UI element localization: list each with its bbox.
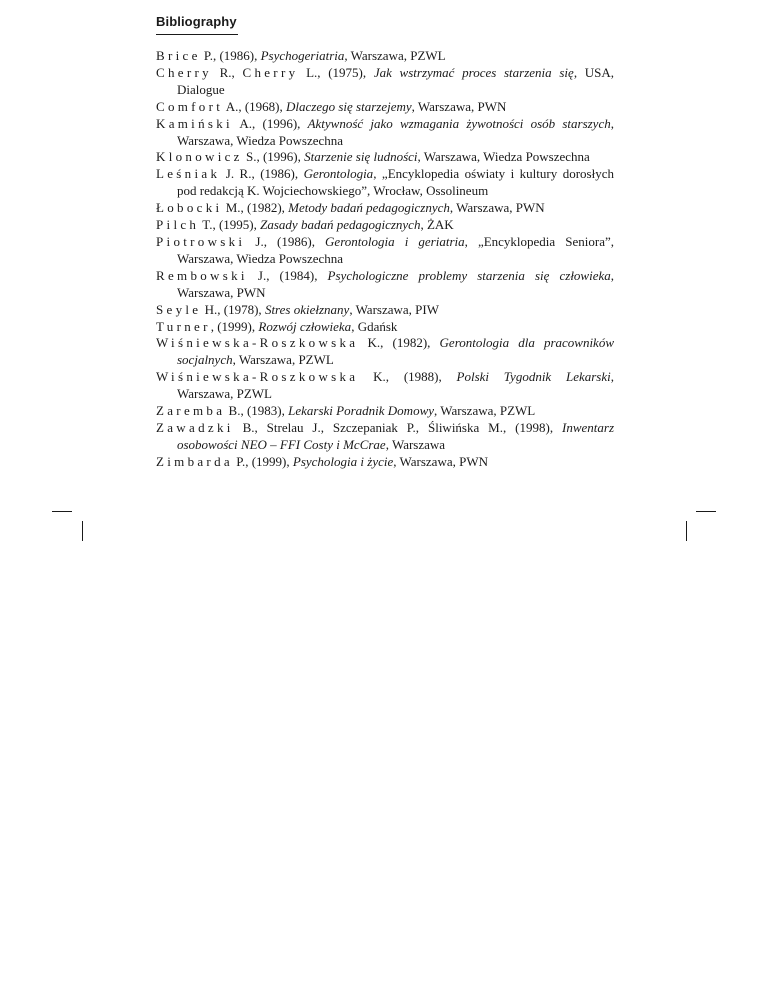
entry-title: Gerontologia i geriatria [325,233,465,249]
entry-details-2: L., (1975), [298,64,374,80]
entry-title: Metody badań pedagogicznych [288,200,450,216]
entry-details: R., [211,64,243,80]
entry-publisher: , Warszawa, PZWL [232,352,334,368]
entry-author: Zawadzki [156,419,234,435]
entry-details: B., Strelau J., Szczepaniak P., Śliwińska M., (1998), [233,419,562,435]
entry-publisher: , Warszawa, PZWL [344,48,446,63]
entry-details: J., (1984), [247,267,328,283]
entry-details: P., (1999), [232,453,293,469]
entry-title: Psychologia i życie [292,453,394,469]
entry-details: , (1999), [210,318,259,334]
entry-title: Polski Tygodnik Lekarski [456,369,611,385]
bibliography-entry [156,116,614,150]
entry-author: Piotrowski [156,233,246,249]
entry-title: Aktywność jako wzmagania żywotności osób starszych [307,115,611,131]
entry-author-2: Cherry [242,64,299,80]
entry-author: Zimbarda [156,453,233,469]
entry-title: Psychologiczne problemy starzenia się człowieka [327,267,611,283]
entry-publisher: , Gdańsk [351,318,398,334]
entry-author: Comfort [156,98,224,114]
entry-title: Stres okiełznany [264,301,350,317]
entry-author: Wiśniewska-Roszkowska [156,335,359,351]
crop-mark-right-vertical [686,521,687,541]
entry-details: B., (1983), [225,403,289,419]
entry-details: M., (1982), [222,200,289,216]
bibliography-entry [156,65,614,99]
entry-author: Klonowicz [156,149,243,165]
bibliography-entry [156,302,614,319]
bibliography-list [156,48,614,471]
entry-publisher: , Warszawa, PWN [449,200,545,216]
bibliography-entry [156,149,614,166]
entry-details: S., (1996), [242,149,305,165]
entry-publisher: , Warszawa, PWN [393,453,488,469]
bibliography-entry [156,454,614,471]
entry-publisher: , Warszawa, PZWL [434,403,536,419]
entry-publisher: , USA, Dialogue [177,64,615,97]
bibliography-entry [156,420,614,454]
entry-details: K., (1988), [358,369,457,385]
entry-publisher: , Warszawa, PIW [349,301,439,317]
entry-title: Jak wstrzymać proces starzenia się [373,64,574,80]
entry-author: Turner [156,318,211,334]
entry-publisher: , Warszawa [385,436,446,452]
entry-publisher: , Warszawa, PWN [411,98,507,114]
entry-title: Lekarski Poradnik Domowy [288,403,435,419]
page-heading: Bibliography [156,14,237,29]
bibliography-entry [156,234,614,268]
entry-title: Rozwój człowieka [258,318,352,334]
entry-publisher: , Warszawa, PZWL [177,369,615,402]
entry-publisher: , Warszawa, Wiedza Powszechna [177,115,614,148]
entry-details: A., (1996), [232,115,308,131]
bibliography-entry [156,217,614,234]
entry-title: Dlaczego się starzejemy [286,98,412,114]
entry-author: Łobocki [156,200,223,216]
entry-publisher: , Warszawa, PWN [177,267,615,300]
entry-publisher: , ŻAK [420,217,454,233]
entry-author: Zaremba [156,403,226,419]
crop-mark-right-horizontal [696,511,716,512]
bibliography-entry [156,319,614,336]
bibliography-entry [156,268,614,302]
entry-title: Inwentarz osobowości NEO – FFI Costy i McCrae [177,419,614,452]
crop-mark-left-vertical [82,521,83,541]
entry-details: P., (1986), [200,48,261,63]
entry-author: Brice [156,48,201,63]
entry-publisher: , Warszawa, Wiedza Powszechna [417,149,590,165]
entry-details: J., (1986), [245,233,326,249]
entry-title: Gerontologia [303,166,374,182]
bibliography-entry [156,403,614,420]
entry-details: H., (1978), [201,301,265,317]
entry-author: Wiśniewska-Roszkowska [156,369,359,385]
entry-publisher: , „Encyklopedia Seniora”, Warszawa, Wiedza Powszechna [177,233,614,266]
bibliography-entry [156,200,614,217]
entry-author: Rembowski [156,267,248,283]
bibliography-entry [156,335,614,369]
crop-mark-left-horizontal [52,511,72,512]
heading-underline [156,34,238,35]
entry-details: J. R., (1986), [220,166,304,182]
entry-details: A., (1968), [223,98,286,114]
entry-title: Zasady badań pedagogicznych [260,217,421,233]
bibliography-entry [156,166,614,200]
entry-publisher: , „Encyklopedia oświaty i kultury dorosłych pod redakcją K. Wojciechowskiego”, Wrocław, Ossolineum [177,166,614,199]
entry-author: Pilch [156,217,200,233]
entry-author: Leśniak [156,166,221,182]
entry-author: Seyle [156,301,202,317]
entry-details: K., (1982), [358,335,440,351]
entry-author: Cherry [156,64,212,80]
entry-title: Psychogeriatria [260,48,345,63]
bibliography-entry [156,99,614,116]
bibliography-entry [156,48,614,65]
entry-title: Gerontologia dla pracowników socjalnych [177,335,614,368]
bibliography-entry [156,369,614,403]
entry-author: Kamiński [156,115,233,131]
entry-title: Starzenie się ludności [304,149,418,165]
entry-details: T., (1995), [199,217,261,233]
